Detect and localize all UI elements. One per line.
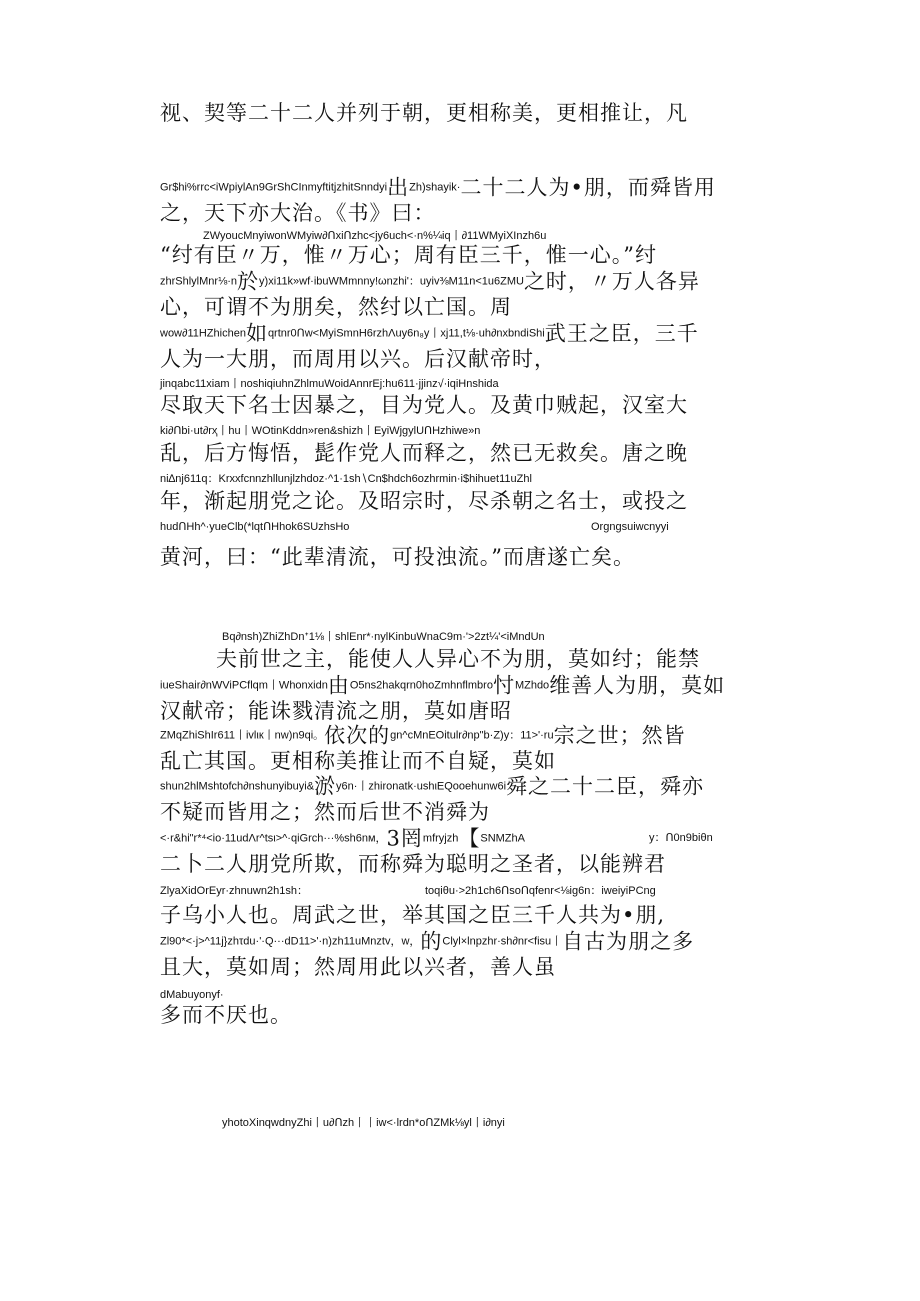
pinyin-fragment: ZMqZhiShIr611丨ivlιк丨nw)n9qi。 bbox=[160, 729, 325, 742]
text-line: 年，渐起朋党之论。及昭宗时，尽杀朝之名士，或投之 bbox=[160, 489, 688, 513]
mixed-line bbox=[160, 174, 716, 200]
mixed-line bbox=[160, 722, 686, 748]
text-fragment: 维善人为朋，莫如 bbox=[549, 673, 726, 698]
text-line: 二卜二人朋党所欺，而称舜为聪明之圣者，以能辨君 bbox=[160, 852, 666, 876]
text-line: 乱亡其国。更相称美推让而不自疑，莫如 bbox=[160, 749, 556, 773]
text-line: 且大，莫如周；然周用此以兴者，善人虽 bbox=[160, 955, 556, 979]
text-fragment: 武王之臣，三千 bbox=[544, 321, 699, 346]
pinyin-line: ZlyaXidOrEyr·zhnuwn2h1sh： bbox=[160, 885, 308, 897]
text-line: 子乌小人也。周武之世，举其国之臣三千人共为•朋, bbox=[160, 903, 666, 927]
text-line: 夫前世之主，能使人人异心不为朋，莫如纣；能禁 bbox=[216, 647, 700, 671]
text-line: “纣有臣〃万，惟〃万心；周有臣三千，惟一心。”纣 bbox=[160, 243, 657, 267]
pinyin-fragment: zhrShlylMnr⅛·n bbox=[160, 275, 238, 288]
text-line: 汉献帝；能诛戮清流之朋，莫如唐昭 bbox=[160, 699, 512, 723]
pinyin-line: toqiθu·>2h1ch6ᑎsoᑎqfenr<⅛ig6n：iweiyiPCng bbox=[425, 885, 656, 897]
text-fragment: 出 bbox=[387, 175, 410, 200]
pinyin-fragment: O5ns2hakqrn0hoZmhnflmbro bbox=[349, 679, 493, 692]
mixed-line bbox=[160, 825, 525, 851]
text-line: 尽取天下名士因暴之，目为党人。及黄巾贼起，汉室大 bbox=[160, 393, 688, 417]
text-line: 黄河，曰：“此辈清流，可投浊流。”而唐遂亡矣。 bbox=[160, 545, 635, 569]
mixed-line bbox=[160, 268, 700, 294]
pinyin-line: ki∂ᑎbi·ut∂rҳ丨hu丨WOtinKddn»ren&shizh丨EyiWjgylUᑎHzhiwe»n bbox=[160, 425, 481, 437]
pinyin-line: hudᑎHh^·yueClb(*lqtᑎHhok6SUzhsHo bbox=[160, 521, 350, 533]
text-fragment: 忖 bbox=[492, 673, 515, 698]
text-fragment: 依次的 bbox=[324, 723, 391, 748]
text-fragment: 二十二人为•朋，而舜皆用 bbox=[460, 175, 716, 200]
text-fragment: 3罔 bbox=[386, 826, 423, 851]
mixed-line bbox=[160, 320, 699, 346]
pinyin-fragment: iueShair∂nWViPCflqm丨Whonxidn bbox=[160, 679, 328, 692]
text-line: 多而不厌也。 bbox=[160, 1003, 292, 1027]
pinyin-line: ni∆nj611q：Krxxfcnnzhllunjlzhdoz·^1·1sh∖Cn$hdch6ozhrmin·i$hihuet11uZhl bbox=[160, 473, 532, 485]
pinyin-line: Bq∂nsh)ZhiZhDnᐩ1⅛丨shlEnr*·nylKinbuWnaC9m·'>2zt¼'<iMndUn bbox=[222, 631, 545, 643]
text-fragment: 舜之二十二臣，舜亦 bbox=[506, 774, 705, 799]
pinyin-fragment: wow∂11HZhichen bbox=[160, 327, 246, 340]
pinyin-line: y：ᑎ0n9biθn bbox=[649, 832, 713, 844]
pinyin-fragment: SNMZhA bbox=[480, 832, 525, 845]
text-fragment: 如 bbox=[245, 321, 268, 346]
pinyin-fragment: y)xi11k»wf·ibuWMmnny!ωnzhi'：uyiv⅜M11n<1u6ZMU bbox=[259, 275, 524, 288]
pinyin-fragment: Clyl×lnpzhr·sh∂nr<fisu丨 bbox=[442, 935, 563, 948]
text-line: 之，天下亦大治。《书》曰： bbox=[160, 201, 436, 225]
text-fragment: 的 bbox=[420, 929, 443, 954]
pinyin-line: yhotoXinqwdnyZhi丨u∂ᑎzh丨丨iw<·lrdn*oᑎZMk⅛yl丨i∂nyi bbox=[222, 1117, 505, 1129]
text-fragment: 之时，〃万人各异 bbox=[523, 269, 700, 294]
text-fragment: 於 bbox=[237, 269, 260, 294]
text-line: 心，可谓不为朋矣，然纣以亡国。周 bbox=[160, 295, 512, 319]
text-line: 人为一大朋，而周用以兴。后汉献帝时， bbox=[160, 347, 556, 371]
pinyin-fragment: Gr$hi%rrc<iWpiylAn9GrShCInmyftitjzhitSnndyi bbox=[160, 181, 388, 194]
pinyin-fragment: <·r&hi"r*⁴<io·11udΛr^tsι>^·qiGrch···%sh6nм， bbox=[160, 832, 387, 845]
pinyin-fragment: mfryjzh bbox=[422, 832, 459, 845]
text-line: 不疑而皆用之；然而后世不消舜为 bbox=[160, 800, 490, 824]
text-fragment: 自古为朋之多 bbox=[562, 929, 695, 954]
mixed-line bbox=[160, 928, 694, 954]
text-fragment: 由 bbox=[327, 673, 350, 698]
pinyin-fragment: Zh)shayik· bbox=[409, 181, 461, 194]
pinyin-fragment: gn^cMnEOitulr∂np"b·Z)y：11>'·ru bbox=[390, 729, 554, 742]
text-fragment: 【 bbox=[458, 826, 481, 851]
text-line: 视、契等二十二人并列于朝，更相称美，更相推让，凡 bbox=[160, 101, 688, 125]
pinyin-fragment: Zl90*<·j>^11j}zhτdu·'·Q···dD11>'·n)zh11uMnztv，w， bbox=[160, 935, 421, 948]
pinyin-line: Orgngsuiwcnyyi bbox=[591, 521, 669, 533]
pinyin-line: jinqabc11xiam丨noshiqiuhnZhlmuWoidAnnrEj:hu611·jjinz√·iqiHnshida bbox=[160, 378, 499, 390]
mixed-line bbox=[160, 672, 725, 698]
pinyin-line: dMabuyonyf· bbox=[160, 989, 224, 1001]
pinyin-fragment: qrtnr0ᑎw<MyiSmnH6rzhΛuy6n₈y丨xj11,t⅛·uh∂nxbndiShi bbox=[267, 327, 545, 340]
text-fragment: 淤 bbox=[314, 774, 337, 799]
text-line: 乱，后方悔悟，髭作党人而释之，然已无救矣。唐之晚 bbox=[160, 441, 688, 465]
pinyin-fragment: MZhdo bbox=[514, 679, 550, 692]
pinyin-fragment: shun2hlMshtofch∂nshunyibuyi& bbox=[160, 780, 315, 793]
pinyin-fragment: y6n·丨zhironatk·ushιEQooehunw6i bbox=[336, 780, 507, 793]
mixed-line bbox=[160, 773, 704, 799]
text-fragment: 宗之世；然皆 bbox=[553, 723, 686, 748]
pinyin-line: ZWyoucMnyiwonWMyiw∂ᑎxiᑎzhc<jy6uch<·n%¼iq丨∂11WMyiXInzh6u bbox=[203, 230, 547, 242]
